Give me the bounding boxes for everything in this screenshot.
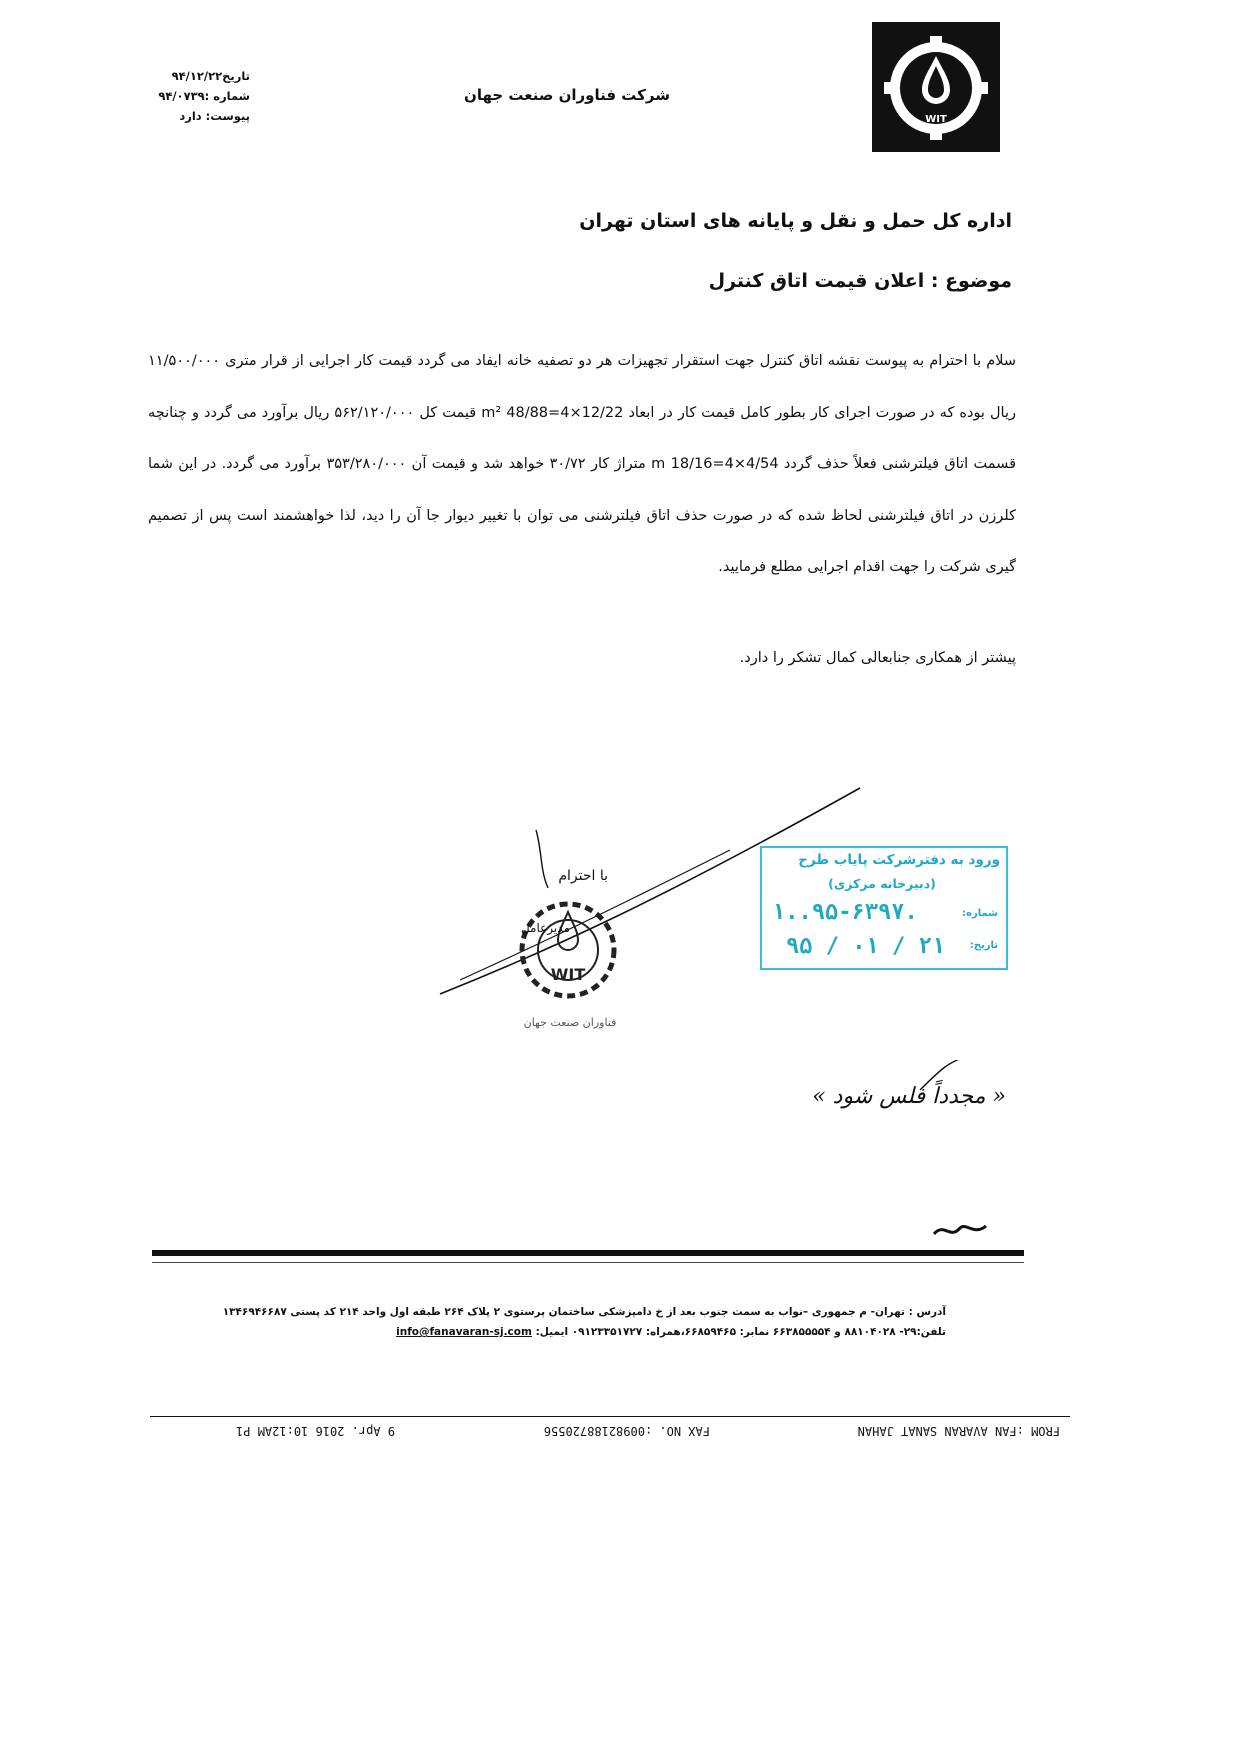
company-name: شرکت فناوران صنعت جهان [464, 86, 670, 104]
handwritten-note [770, 1060, 1010, 1120]
footer-contact [190, 1322, 946, 1342]
footer-address: آدرس : تهران- م جمهوری –نواب به سمت جنوب بعد از خ دامپزشکی ساختمان پرستوی ۲ پلاک ۲۶۴ طبقه اول واحد ۲۱۴ کد پستی ۱۳۴۶۹۴۶۶۸۷ [222, 1306, 946, 1318]
footer-rule [152, 1250, 1024, 1256]
footer-rule-thin [152, 1262, 1024, 1263]
stamp-number-value: ۱..۹۵-۶۳۹۷. [772, 900, 918, 925]
fax-header-rule [150, 1416, 1070, 1417]
stamp-date-value: ۹۵ / ۰۱ / ۲۱ [786, 934, 945, 959]
stamp-number-label: شماره: [962, 908, 998, 919]
letter-closing: پیشتر از همکاری جنابعالی کمال تشکر را دارد. [739, 650, 1016, 666]
footer-phones: تلفن:۲۹- ۸۸۱۰۴۰۲۸ و ۶۶۳۸۵۵۵۵۴ نمابر: ۶۶۸۵۹۴۶۵،همراه: ۰۹۱۲۳۳۵۱۷۲۷ ایمیل: [535, 1326, 946, 1338]
letter-subject: موضوع : اعلان قیمت اتاق کنترل [708, 270, 1012, 292]
stamp-title: ورود به دفترشرکت پایاب طرح [798, 852, 1000, 868]
stamp-date-label: تاریخ: [969, 940, 998, 951]
footer-email-link[interactable]: info@fanavaran-sj.com [396, 1326, 532, 1338]
signature-stroke [536, 830, 548, 888]
stamp-subtitle: (دبیرخانه مرکزی) [828, 876, 936, 891]
letter-meta [150, 66, 250, 126]
letter-body: سلام با احترام به پیوست نقشه اتاق کنترل جهت استقرار تجهیزات هر دو تصفیه خانه ایفاد می گردد قیمت کار اجرایی از قرار متری ۱۱/۵۰۰/۰۰۰ ریال بوده که در صورت اجرای کار بطور کامل قیمت کار در ابعاد 12/22×4=48/88 m² قیمت کل ۵۶۲/۱۲۰/۰۰۰ ریال برآورد می گردد و چنانچه قسمت اتاق فیلترشنی فعلاً حذف گردد 4/54×4=18/16 m متراژ کار ۳۰/۷۲ خواهد شد و قیمت آن ۳۵۳/۲۸۰/۰۰۰ برآورد می گردد. در این شما کلرزن در اتاق فیلترشنی لحاظ شده که در صورت حذف اتاق فیلترشنی می توان با تغییر دیوار جا آن را دید، لذا خواهشمند است پس از تصمیم گیری شرکت را جهت اقدام اجرایی مطلع فرمایید. [148, 353, 1017, 575]
fax-datetime: 9 Apr. 2016 10:12AM P1 [236, 1424, 395, 1438]
footer-address-block [190, 1302, 946, 1342]
handwritten-note-text: « مجدداً فلس شود » [812, 1084, 1006, 1109]
signoff-text: با احترام [558, 868, 608, 884]
fax-number: FAX NO. :00982188720556 [543, 1424, 710, 1438]
seal-text: WIT [550, 965, 586, 984]
letter-number: شماره :۹۴/۰۷۳۹ [158, 89, 250, 103]
receipt-stamp [760, 846, 1008, 970]
company-logo [872, 22, 1000, 152]
fax-from: FROM :FAN AVARAN SANAT JAHAN [857, 1424, 1060, 1438]
signer-title: مدیرعامل [520, 921, 570, 935]
initial-scribble [930, 1216, 990, 1244]
letter-attachment: پیوست: دارد [179, 109, 250, 123]
logo-text: WIT [925, 114, 947, 125]
letter-date: تاریخ۹۴/۱۲/۲۲ [171, 69, 250, 83]
seal-caption: فناوران صنعت جهان [523, 1016, 617, 1029]
letter-recipient: اداره کل حمل و نقل و پایانه های استان تهران [579, 210, 1012, 232]
